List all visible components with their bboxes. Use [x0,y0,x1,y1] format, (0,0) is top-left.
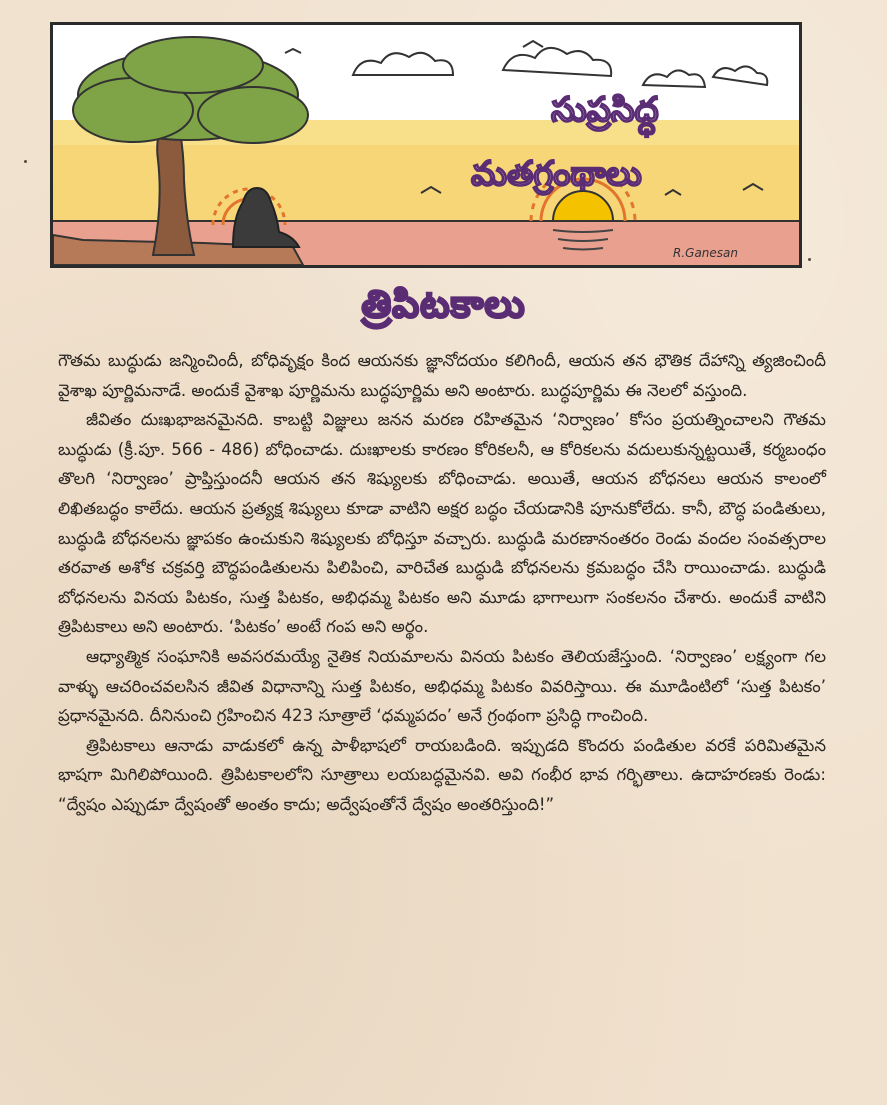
paragraph-1: గౌతమ బుద్ధుడు జన్మించిందీ, బోధివృక్షం కింద ఆయనకు జ్ఞానోదయం కలిగిందీ, ఆయన తన భౌతిక దేహాన్ని త్యజించిందీ వైశాఖ పూర్ణిమనాడే. అందుకే వైశాఖ పూర్ణిమను బుద్ధపూర్ణిమ అని అంటారు. బుద్ధపూర్ణిమ ఈ నెలలో వస్తుంది. [58,351,826,400]
paragraph-4: త్రిపిటకాలు ఆనాడు వాడుకలో ఉన్న పాళీభాషలో రాయబడింది. ఇప్పుడది కొందరు పండితుల వరకే పరిమితమైన భాషగా మిగిలిపోయింది. త్రిపిటకాలలోని సూత్రాలు లయబద్ధమైనవి. అవి గంభీర భావ గర్భితాలు. ఉదాహరణకు రెండు: “ద్వేషం ఎప్పుడూ ద్వేషంతో అంతం కాదు; అద్వేషంతోనే ద్వేషం అంతరిస్తుంది!” [58,735,826,814]
artist-signature: R.Ganesan [673,246,739,260]
paper-speck [808,258,811,261]
article-body [58,346,826,820]
header-illustration [50,22,802,268]
paper-speck [24,160,27,163]
banner-title-line2: మతగ్రంథాలు [471,154,642,194]
paragraph-3: ఆధ్యాత్మిక సంఘానికి అవసరమయ్యే నైతిక నియమాలను వినయ పిటకం తెలియజేస్తుంది. ‘నిర్వాణం’ లక్ష్యంగా గల వాళ్ళు ఆచరించవలసిన జీవిత విధానాన్ని సుత్త పిటకం, అభిధమ్మ పిటకం వివరిస్తాయి. ఈ మూడింటిలో ‘సుత్త పిటకం’ ప్రధానమైనది. దీనినుంచి గ్రహించిన 423 సూత్రాలే ‘ధమ్మపదం’ అనే గ్రంథంగా ప్రసిద్ధి గాంచింది. [58,646,826,726]
article-title: త్రిపిటకాలు [361,282,526,326]
banner-title-line1: సుప్రసిద్ధ [551,90,659,130]
sunset-tree-illustration [53,25,799,265]
paragraph-2: జీవితం దుఃఖభాజనమైనది. కాబట్టి విజ్ఞులు జనన మరణ రహితమైన ‘నిర్వాణం’ కోసం ప్రయత్నించాలని గౌతమ బుద్ధుడు (క్రీ.పూ. 566 - 486) బోధించాడు. దుఃఖాలకు కారణం కోరికలనీ, ఆ కోరికలను వదులుకున్నట్టయితే, కర్మబంధం తొలగి ‘నిర్వాణం’ ప్రాప్తిస్తుందనీ ఆయన తన శిష్యులకు బోధించాడు. అయితే, ఆయన బోధనలు ఆయన కాలంలో లిఖితబద్ధం కాలేదు. ఆయన ప్రత్యక్ష శిష్యులు కూడా వాటిని అక్షర బద్ధం చేయడానికి పూనుకోలేదు. కానీ, బౌద్ధ పండితులు, బుద్ధుడి బోధనలను జ్ఞాపకం ఉంచుకుని శిష్యులకు బోధిస్తూ వచ్చారు. బుద్ధుడి మరణానంతరం రెండు వందల సంవత్సరాల తరవాత అశోక చక్రవర్తి బౌద్ధపండితులను పిలిపించి, వారిచేత బుద్ధుడి బోధనలను క్రమబద్ధం చేసి రాయించాడు. బుద్ధుడి బోధనలను వినయ పిటకం, సుత్త పిటకం, అభిధమ్మ పిటకం అని మూడు భాగాలుగా సంకలనం చేశారు. అందుకే వాటిని త్రిపిటకాలు అని అంటారు. ‘పిటకం’ అంటే గంప అని అర్థం. [58,410,826,637]
